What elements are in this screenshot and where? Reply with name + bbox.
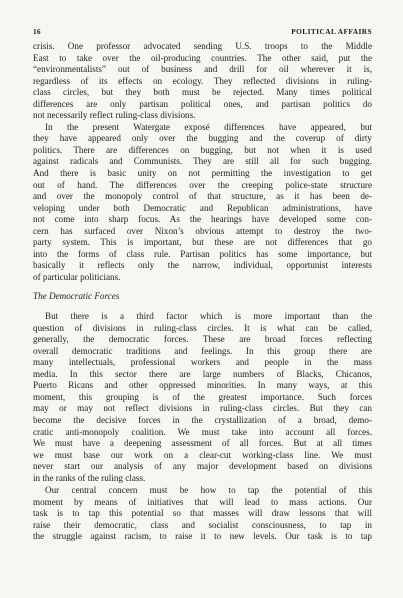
text-line: And there is basic unity on not permitting the investigation to get xyxy=(33,168,372,179)
text-line: overall democratic traditions and feelings. In this group there are xyxy=(33,345,372,356)
text-line: many intellectuals, professional workers and people in the mass xyxy=(33,357,372,368)
text-line: basically it reflects only the narrow, individual, opportunist interests xyxy=(33,260,372,271)
text-line: out of hand. The differences over the creeping police-state structure xyxy=(33,179,372,190)
paragraph-central-concern xyxy=(33,485,372,543)
section-heading: The Democratic Forces xyxy=(33,291,120,302)
text-line: “environmentalists” out of business and drill for oil wherever it is, xyxy=(33,64,372,75)
text-line: But there is a third factor which is more important than the xyxy=(45,311,372,322)
text-line: task is to tap this potential so that masses will draw lessons that will xyxy=(33,508,372,519)
text-line: regardless of its effects on ecology. They reflected divisions in ruling- xyxy=(33,75,372,86)
text-line: and over the monopoly control of that structure, as it has been de- xyxy=(33,191,372,202)
text-line: politics. There are differences on bugging, but not when it is used xyxy=(33,144,372,155)
paragraph-crisis xyxy=(33,41,372,122)
text-line: party system. This is important, but these are not differences that go xyxy=(33,237,372,248)
text-line: against radicals and Communists. They are still all for such bugging. xyxy=(33,156,372,167)
text-line: of particular politicians. xyxy=(33,271,121,282)
text-line: never start our analysis of any major development based on divisions xyxy=(33,461,372,472)
text-line: cern has surfaced over Nixon’s obvious attempt to destroy the two- xyxy=(33,225,372,236)
text-line: East to take over the oil-producing countries. The other said, put the xyxy=(33,52,372,63)
text-line: Puerto Ricans and other oppressed minorities. In many ways, at this xyxy=(33,380,372,391)
text-line: class circles, but they both must be rejected. Many times political xyxy=(33,87,372,98)
page-number: 16 xyxy=(33,27,41,36)
text-line: in the ranks of the ruling class. xyxy=(33,472,146,483)
text-line: generally, the democratic forces. These are broad forces reflecting xyxy=(33,334,372,345)
text-line: not necessarily reflect ruling-class divisions. xyxy=(33,110,196,121)
text-line: we must base our work on a clear-cut working-class line. We must xyxy=(33,449,372,460)
text-line: We must have a deepening assessment of all forces. But at all times xyxy=(33,438,372,449)
text-line: moment by means of initiatives that will lead to mass actions. Our xyxy=(33,496,372,507)
text-line: question of divisions in ruling-class circles. It is what can be called, xyxy=(33,322,372,333)
text-line: media. In this sector there are large numbers of Blacks, Chicanos, xyxy=(33,368,372,379)
text-line: they have appeared only over the bugging and the coverup of dirty xyxy=(33,133,372,144)
body-text xyxy=(33,41,372,543)
text-line: become the decisive forces in the crystallization of a broad, demo- xyxy=(33,414,372,425)
text-line: may or may not reflect divisions in ruling-class circles. But they can xyxy=(33,403,372,414)
text-line: veloping under both Democratic and Republican administrations, have xyxy=(33,202,372,213)
text-line: Our central concern must be how to tap the potential of this xyxy=(45,485,372,496)
running-header xyxy=(33,27,372,39)
text-line: into the forms of class rule. Partisan politics has some importance, but xyxy=(33,248,372,259)
text-line: not come into sharp focus. As the hearings have developed some con- xyxy=(33,214,372,225)
paragraph-democratic-forces xyxy=(33,311,372,484)
running-title: POLITICAL AFFAIRS xyxy=(291,27,372,36)
text-line: the struggle against racism, to raise it to new levels. Our task is to tap xyxy=(33,531,372,542)
paragraph-watergate xyxy=(33,122,372,284)
text-line: crisis. One professor advocated sending U.S. troops to the Middle xyxy=(33,41,372,51)
text-line: cratic anti-monopoly coalition. We must take into account all forces. xyxy=(33,426,372,437)
text-line: In the present Watergate exposé differences have appeared, but xyxy=(45,121,372,132)
text-line: raise their democratic, class and socialist consciousness, to tap in xyxy=(33,519,372,530)
text-line: moment, this grouping is of the greatest importance. Such forces xyxy=(33,391,372,402)
text-line: differences are only partisan political ones, and partisan politics do xyxy=(33,98,372,109)
